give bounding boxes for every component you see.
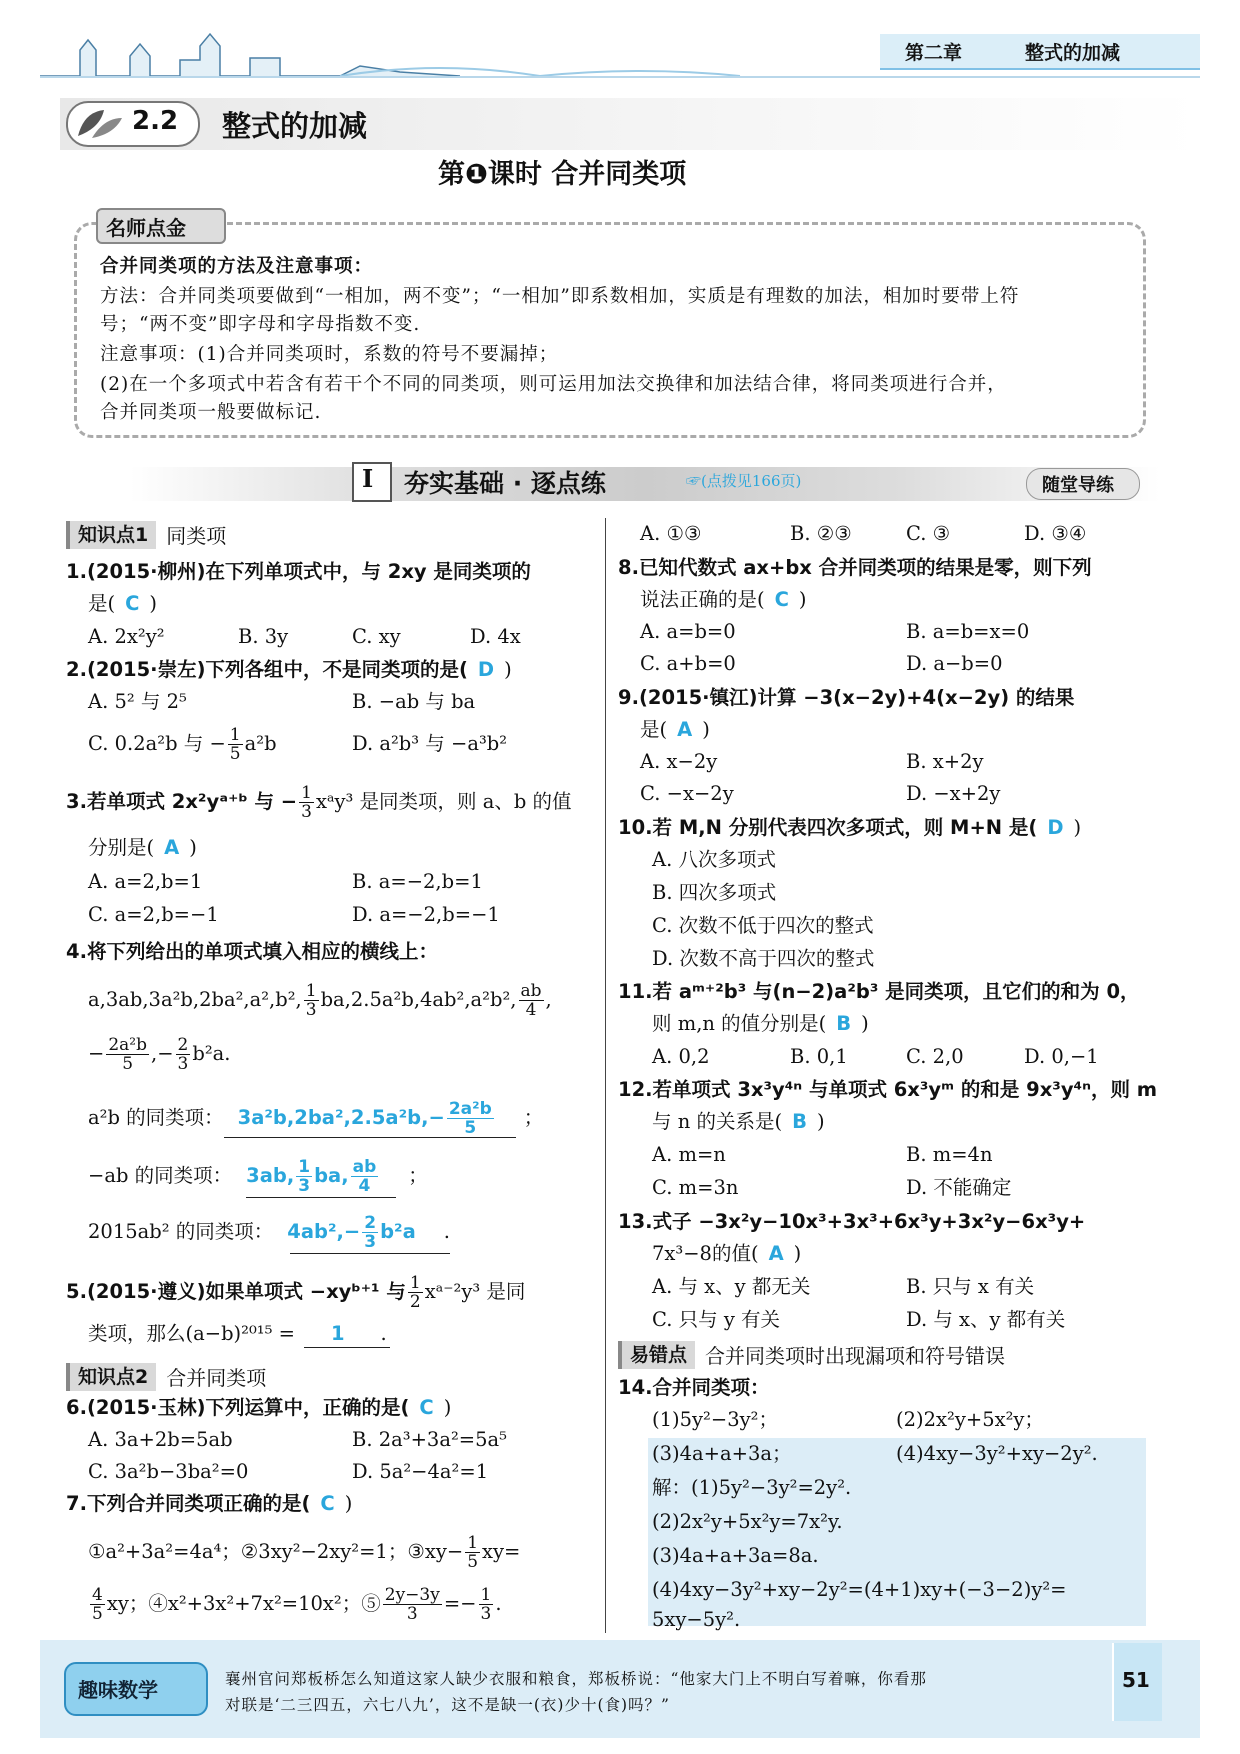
kp-title: 合并同类项 — [166, 1366, 267, 1390]
question-7-line2: $\frac{4}{5}$ xy；④x²+3x²+7x²=10x²；⑤ $\frac{2y-3y}{3}$ =− $\frac{1}{3}$ . — [92, 1585, 502, 1624]
question-2-stem: 2.(2015·崇左)下列各组中，不是同类项的是( D ) — [66, 658, 512, 681]
question-11-stem: 11.若 aᵐ⁺²b³ 与(n−2)a²b³ 是同类项，且它们的和为 0， — [618, 980, 1140, 1003]
option: B. 四次多项式 — [652, 881, 777, 904]
question-4-answer-1: a²b 的同类项： 3a²b,2ba²,2.5a²b,− $\frac{\text{2a²b}}{5}$ ； — [88, 1099, 544, 1138]
tips-line: 注意事项：(1)合并同类项时，系数的符号不要漏掉； — [100, 344, 559, 365]
lesson-title: 第❶课时 合并同类项 — [438, 159, 687, 190]
answer: A — [768, 1242, 784, 1265]
option: C. 3a²b−3ba²=0 — [88, 1460, 249, 1483]
option: B. 只与 x 有关 — [906, 1275, 1035, 1298]
option: C. xy — [352, 625, 401, 648]
option: D. a²b³ 与 −a³b² — [352, 732, 508, 755]
option: A. 0,2 — [652, 1045, 710, 1068]
question-1-stem2: 是( C ) — [88, 592, 158, 615]
question-4-answer-2: −ab 的同类项： 3ab, $\frac{1}{3}$ ba, $\frac{ab}{4}$ ； — [88, 1157, 428, 1196]
kp-tag: 知识点2 — [66, 1363, 156, 1391]
option: D. 4x — [470, 625, 521, 648]
answer-line — [290, 1252, 450, 1254]
header-rule — [40, 76, 1200, 78]
question-9-stem2: 是( A ) — [640, 718, 710, 741]
question-9-stem: 9.(2015·镇江)计算 −3(x−2y)+4(x−2y) 的结果 — [618, 686, 1075, 709]
answer: D — [1047, 816, 1064, 839]
option: B. a=−2,b=1 — [352, 870, 483, 893]
practice-title: 夯实基础 · 逐点练 — [404, 469, 606, 498]
question-5-stem: 5.(2015·遵义)如果单项式 −xyᵇ⁺¹ 与 $\frac{1}{2}$ xᵃ⁻²y³ 是同 — [66, 1273, 526, 1312]
practice-banner — [130, 467, 1160, 501]
answer: C — [419, 1396, 434, 1419]
answer: B — [836, 1012, 852, 1035]
question-4-answer-3: 2015ab² 的同类项： 4ab²,− $\frac{2}{3}$ b²a . — [88, 1213, 450, 1252]
answer: A — [677, 718, 693, 741]
question-13-stem2: 7x³−8的值( A ) — [652, 1242, 802, 1265]
option: A. 3a+2b=5ab — [88, 1428, 233, 1451]
footer-story — [225, 1666, 927, 1718]
option: B. ②③ — [790, 522, 852, 545]
answer-line — [224, 1136, 516, 1138]
option: D. 5a²−4a²=1 — [352, 1460, 489, 1483]
tips-line: 方法：合并同类项要做到“一相加，两不变”；“一相加”即系数相加，实质是有理数的加法，相加时要带上符 — [100, 286, 1020, 307]
option: A. ①③ — [640, 522, 702, 545]
option: B. −ab 与 ba — [352, 690, 476, 713]
option: A. a=b=0 — [640, 620, 736, 643]
option: C. ③ — [906, 522, 951, 545]
option: B. a=b=x=0 — [906, 620, 1030, 643]
question-12-stem2: 与 n 的关系是( B ) — [652, 1110, 825, 1133]
option: D. a=−2,b=−1 — [352, 903, 500, 926]
question-4-stem: 4.将下列给出的单项式填入相应的横线上： — [66, 940, 438, 963]
option: D. 0,−1 — [1024, 1045, 1099, 1068]
question-11-stem2: 则 m,n 的值分别是( B ) — [652, 1012, 869, 1035]
option: A. 与 x、y 都无关 — [652, 1275, 811, 1298]
option: C. 只与 y 有关 — [652, 1308, 781, 1331]
question-10-stem: 10.若 M,N 分别代表四次多项式，则 M+N 是( D ) — [618, 816, 1082, 839]
question-14-part: (3)4a+a+3a； — [652, 1442, 792, 1465]
question-1-stem: 1.(2015·柳州)在下列单项式中，与 2xy 是同类项的 — [66, 560, 531, 583]
solution-line: (2)2x²y+5x²y=7x²y. — [652, 1510, 843, 1533]
option: C. a=2,b=−1 — [88, 903, 219, 926]
question-3-stem: 3.若单项式 2x²yᵃ⁺ᵇ 与 − $\frac{1}{3}$ xᵃy³ 是同类项，则 a、b 的值 — [66, 783, 572, 822]
question-14-part: (2)2x²y+5x²y； — [896, 1408, 1044, 1431]
page-number: 51 — [1122, 1668, 1150, 1692]
option: A. 八次多项式 — [652, 848, 776, 871]
leaf-icon — [74, 106, 126, 140]
tips-line: 合并同类项的方法及注意事项： — [100, 256, 374, 277]
question-14-part: (1)5y²−3y²； — [652, 1408, 778, 1431]
error-tag: 易错点 — [618, 1341, 695, 1369]
option: D. 与 x、y 都有关 — [906, 1308, 1066, 1331]
answer: D — [477, 658, 495, 681]
option: D. ③④ — [1024, 522, 1087, 545]
guide-label: 随堂导练 — [1042, 475, 1114, 496]
answer: A — [164, 836, 180, 859]
solution-line: (4)4xy−3y²+xy−2y²=(4+1)xy+(−3−2)y²= — [652, 1578, 1067, 1601]
option: C. m=3n — [652, 1176, 739, 1199]
section-number: 2.2 — [132, 106, 179, 136]
answer-line — [246, 1196, 396, 1198]
question-3-stem2: 分别是( A ) — [88, 836, 197, 859]
tips-tab-label: 名师点金 — [106, 216, 186, 240]
knowledge-point-1 — [66, 520, 226, 549]
error-point — [618, 1340, 1005, 1369]
option: D. −x+2y — [906, 782, 1001, 805]
option: C. 2,0 — [906, 1045, 964, 1068]
answer: B — [792, 1110, 807, 1133]
question-12-stem: 12.若单项式 3x³y⁴ⁿ 与单项式 6x³yᵐ 的和是 9x³y⁴ⁿ，则 m — [618, 1078, 1158, 1101]
column-divider — [605, 518, 606, 1633]
option: B. 2a³+3a²=5a⁵ — [352, 1428, 507, 1451]
answer-line — [304, 1346, 390, 1348]
option: A. x−2y — [640, 750, 718, 773]
question-4-list-2: − $\frac{\text{2a²b}}{5}$ ,− $\frac{2}{3}$ b²a. — [88, 1035, 231, 1074]
error-title: 合并同类项时出现漏项和符号错误 — [705, 1344, 1006, 1368]
option: D. 次数不高于四次的整式 — [652, 947, 875, 970]
option: D. 不能确定 — [906, 1176, 1012, 1199]
question-5-stem2: 类项，那么(a−b)²⁰¹⁵ = 1 . — [88, 1322, 387, 1345]
option: D. a−b=0 — [906, 652, 1003, 675]
option: A. m=n — [652, 1143, 726, 1166]
kp-tag: 知识点1 — [66, 521, 156, 549]
practice-number: I — [362, 464, 374, 493]
option: C. 0.2a²b 与 − $\frac{1}{5}$ a²b — [88, 725, 277, 764]
chapter-title: 整式的加减 — [1025, 42, 1121, 64]
option: B. m=4n — [906, 1143, 993, 1166]
answer: C — [125, 592, 140, 615]
answer: 1 — [330, 1322, 345, 1345]
question-7-line1: ①a²+3a²=4a⁴；②3xy²−2xy²=1；③xy− $\frac{1}{5}$ xy= — [88, 1533, 521, 1572]
section-title: 整式的加减 — [222, 109, 368, 143]
question-6-stem: 6.(2015·玉林)下列运算中，正确的是( C ) — [66, 1396, 452, 1419]
solution-line: 解：(1)5y²−3y²=2y². — [652, 1476, 852, 1499]
chapter-label: 第二章 — [905, 42, 963, 64]
footer-story-line: 对联是‘二三四五，六七八九’，这不是缺一(衣)少十(食)吗？” — [225, 1696, 670, 1714]
tips-line: (2)在一个多项式中若含有若干个不同的同类项，则可运用加法交换律和加法结合律，将同类项进行合并， — [100, 374, 1007, 395]
question-14-part: (4)4xy−3y²+xy−2y². — [896, 1442, 1098, 1465]
question-7-stem: 7.下列合并同类项正确的是( C ) — [66, 1492, 353, 1515]
question-13-stem: 13.式子 −3x²y−10x³+3x³+6x³y+3x²y−6x³y+ — [618, 1210, 1086, 1233]
option: A. 2x²y² — [88, 625, 165, 648]
option: C. 次数不低于四次的整式 — [652, 914, 874, 937]
kp-title: 同类项 — [166, 524, 227, 548]
answer: C — [320, 1492, 335, 1515]
question-8-stem: 8.已知代数式 ax+bx 合并同类项的结果是零，则下列 — [618, 556, 1092, 579]
option: B. 3y — [238, 625, 289, 648]
option: C. a+b=0 — [640, 652, 736, 675]
footer-story-line: 襄州官问郑板桥怎么知道这家人缺少衣服和粮食，郑板桥说：“他家大门上不明白写着嘛，你看那 — [225, 1670, 927, 1688]
knowledge-point-2 — [66, 1362, 266, 1391]
option: C. −x−2y — [640, 782, 734, 805]
practice-note: ☞(点拨见166页) — [686, 472, 802, 490]
answer: C — [774, 588, 789, 611]
option: A. a=2,b=1 — [88, 870, 203, 893]
option: B. 0,1 — [790, 1045, 848, 1068]
option: B. x+2y — [906, 750, 984, 773]
solution-line: (3)4a+a+3a=8a. — [652, 1544, 819, 1567]
option: A. 5² 与 2⁵ — [88, 690, 187, 713]
footer-label: 趣味数学 — [78, 1678, 158, 1702]
question-4-list: a,3ab,3a²b,2ba²,a²,b², $\frac{1}{3}$ ba,2.5a²b,4ab²,a²b², $\frac{ab}{4}$ , — [88, 981, 552, 1020]
solution-line: 5xy−5y². — [652, 1608, 741, 1631]
tips-line: 号；“两不变”即字母和字母指数不变. — [100, 314, 421, 335]
tips-line: 合并同类项一般要做标记. — [100, 402, 322, 423]
question-8-stem2: 说法正确的是( C ) — [640, 588, 807, 611]
question-14-stem: 14.合并同类项： — [618, 1376, 770, 1399]
